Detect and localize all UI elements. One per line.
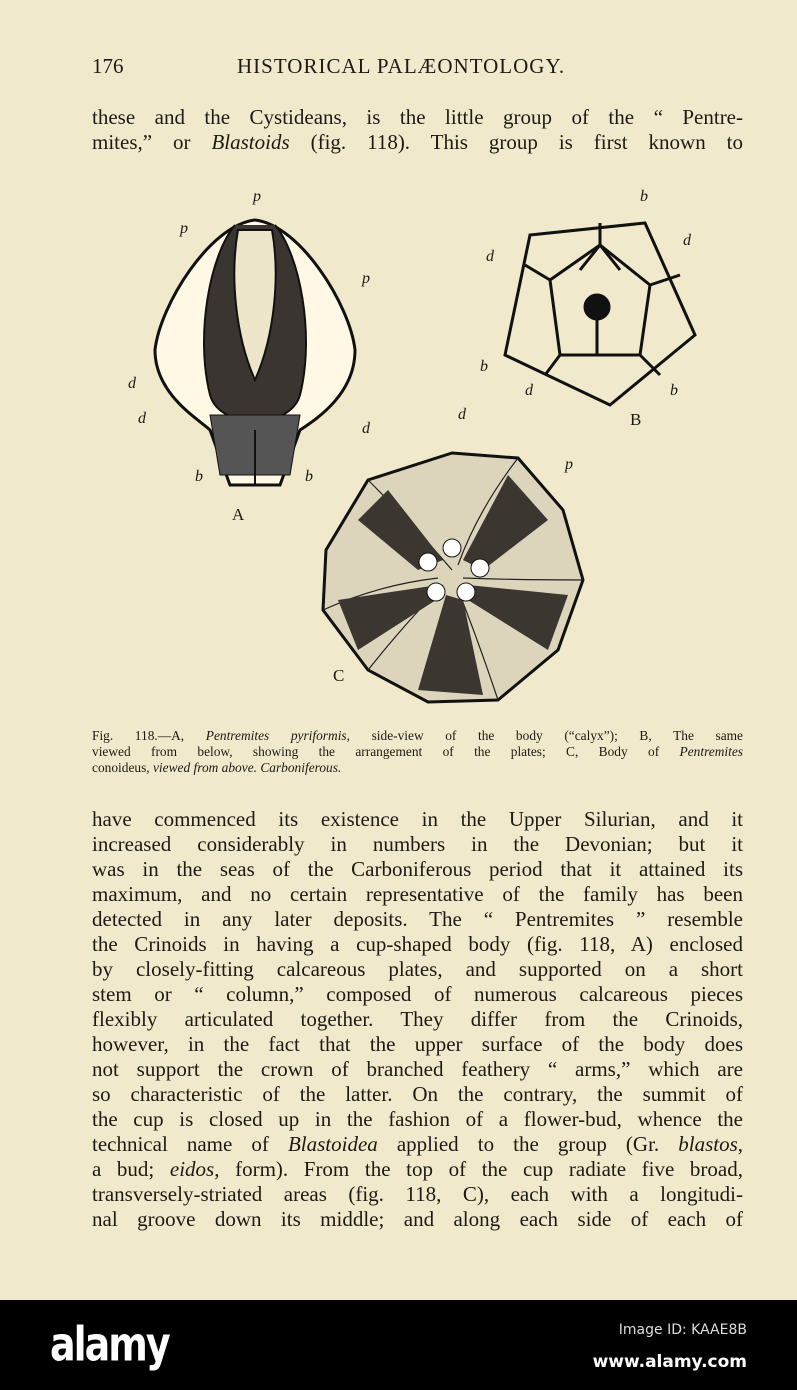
text-line [92,760,743,776]
text-line [92,832,743,857]
text-line [92,744,743,760]
text-run: (fig. 118). This group is first known to [289,130,743,154]
text-line [92,982,743,1007]
label-p: p [362,270,370,287]
label-p: p [253,188,261,205]
label-p: p [565,456,573,473]
text-line [92,130,743,155]
text-run: , form). From the top of the cup radiate five broad, [214,1157,743,1181]
text-line [92,1107,743,1132]
label-d: d [458,406,466,423]
italic-term: Blastoidea [287,1132,378,1156]
text-line [92,1182,743,1207]
text-run: maximum, and no certain representative of the family has been [92,882,743,906]
text-run: viewed from below, showing the arrangement of the plates; C, Body of [92,744,680,759]
text-run: these and the Cystideans, is the little group of the “ Pentre- [92,105,743,129]
label-p: p [180,220,188,237]
text-line [92,932,743,957]
label-b: b [640,188,648,205]
label-b: b [305,468,313,485]
label-d: d [128,375,136,392]
text-run: increased considerably in numbers in the Devonian; but it [92,832,743,856]
text-run: applied to the group (Gr. [377,1132,679,1156]
alamy-logo: alamy [50,1316,169,1372]
figure-letter-b: B [630,410,642,429]
italic-term: Pentremites pyriformis [205,728,347,743]
figure-c-body-above-view [318,450,586,705]
text-line [92,1132,743,1157]
text-run: the Crinoids in having a cup-shaped body (fig. 118, A) enclosed [92,932,743,956]
label-d: d [362,420,370,437]
label-b: b [670,382,678,399]
text-run: detected in any later deposits. The “ Pentremites ” resemble [92,907,743,931]
figure-a-calyx-side-view [150,215,360,490]
italic-term: , viewed from above. Carboniferous. [146,760,342,775]
label-d: d [683,232,691,249]
text-run: , side-view of the body (“calyx”); B, The same [346,728,743,743]
text-run: technical name of [92,1132,288,1156]
image-id: Image ID: KAAE8B [618,1322,747,1338]
watermark-footer [0,1300,797,1390]
label-d: d [525,382,533,399]
text-line [92,1157,743,1182]
text-run: a bud; [92,1157,170,1181]
text-run: so characteristic of the latter. On the contrary, the summit of [92,1082,743,1106]
text-line [92,105,743,130]
label-d: d [138,410,146,427]
text-run: transversely-striated areas (fig. 118, C), each with a longitudi- [92,1182,743,1206]
text-line [92,1032,743,1057]
label-b: b [195,468,203,485]
italic-term: blastos [678,1132,738,1156]
text-run: nal groove down its middle; and along each side of each of [92,1207,743,1231]
text-run: by closely-fitting calcareous plates, and supported on a short [92,957,743,981]
figure-letter-a: A [232,505,245,524]
text-line [92,728,743,744]
text-line [92,1007,743,1032]
italic-term: Blastoids [211,130,290,154]
figure-b-plates-below-view [500,215,700,410]
text-run: however, in the fact that the upper surface of the body does [92,1032,743,1056]
text-run: mites,” or [92,130,212,154]
text-run: not support the crown of branched feathery “ arms,” which are [92,1057,743,1081]
text-line [92,857,743,882]
text-line [92,957,743,982]
text-run: , [737,1132,743,1156]
running-title: HISTORICAL PALÆONTOLOGY. [237,54,566,78]
text-run: flexibly articulated together. They differ from the Crinoids, [92,1007,743,1031]
text-line [92,807,743,832]
site-url: www.alamy.com [592,1352,747,1372]
text-run: conoideus [92,760,147,775]
figure-letter-c: C [333,666,345,685]
page-number: 176 [92,54,124,78]
label-b: b [480,358,488,375]
text-run: the cup is closed up in the fashion of a flower-bud, whence the [92,1107,743,1131]
text-run: have commenced its existence in the Upper Silurian, and it [92,807,743,831]
text-line [92,907,743,932]
text-line [92,1207,743,1232]
text-line [92,1057,743,1082]
text-line [92,1082,743,1107]
text-line [92,882,743,907]
text-run: was in the seas of the Carboniferous period that it attained its [92,857,743,881]
text-run: Fig. 118.—A, [92,728,206,743]
text-run: stem or “ column,” composed of numerous calcareous pieces [92,982,743,1006]
italic-term: eidos [169,1157,215,1181]
italic-term: Pentremites [679,744,743,759]
label-d: d [486,248,494,265]
figure-caption [92,728,743,776]
